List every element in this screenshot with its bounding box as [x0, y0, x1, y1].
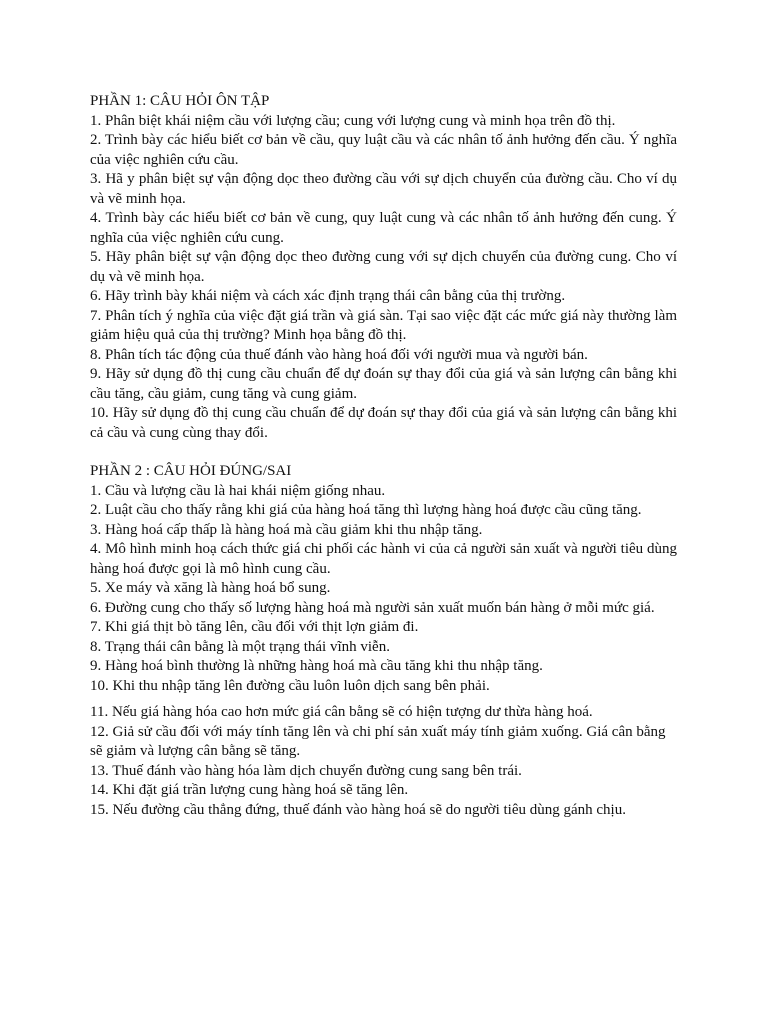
part2-item-12-line-1: 12. Giả sử cầu đối với máy tính tăng lên và chi phí sản xuất máy tính giảm xuống. Giá cân bằng [90, 723, 666, 740]
document-page [90, 92, 677, 820]
part1-item-5: 5. Hãy phân biệt sự vận động dọc theo đường cung với sự dịch chuyển của đường cung. Cho ví dụ và vẽ minh họa. [90, 249, 677, 285]
part1-item-2: 2. Trình bày các hiểu biết cơ bản về cầu, quy luật cầu và các nhân tố ảnh hưởng đến cầu. Ý nghĩa của việc nghiên cứu cầu. [90, 132, 677, 168]
part1-item-3: 3. Hã y phân biệt sự vận động dọc theo đường cầu với sự dịch chuyển của đường cầu. Cho ví dụ và vẽ minh họa. [90, 171, 677, 207]
section-spacer [90, 443, 677, 462]
part2-item-8: 8. Trạng thái cân bằng là một trạng thái vĩnh viễn. [90, 638, 390, 655]
part2-item-7: 7. Khi giá thịt bò tăng lên, cầu đối với thịt lợn giảm đi. [90, 619, 419, 635]
paragraph-spacer [90, 696, 677, 703]
part1-item-6: 6. Hãy trình bày khái niệm và cách xác định trạng thái cân bằng của thị trường. [90, 288, 566, 304]
part2-item-15: 15. Nếu đường cầu thẳng đứng, thuế đánh vào hàng hoá sẽ do người tiêu dùng gánh chịu. [90, 801, 626, 818]
part2-item-2: 2. Luật cầu cho thấy rằng khi giá của hàng hoá tăng thì lượng hàng hoá được cầu cũng tăng. [90, 502, 642, 518]
part1-item-9: 9. Hãy sử dụng đồ thị cung cầu chuẩn để dự đoán sự thay đổi của giá và sản lượng cân bằng khi cầu tăng, cầu giảm, cung tăng và cung giảm. [90, 366, 677, 402]
part1-item-1: 1. Phân biệt khái niệm cầu với lượng cầu; cung với lượng cung và minh họa trên đồ thị. [90, 112, 616, 129]
part2-item-10: 10. Khi thu nhập tăng lên đường cầu luôn luôn dịch sang bên phải. [90, 677, 490, 694]
part2-item-14: 14. Khi đặt giá trần lượng cung hàng hoá sẽ tăng lên. [90, 782, 409, 798]
part2-item-13: 13. Thuế đánh vào hàng hóa làm dịch chuyển đường cung sang bên trái. [90, 762, 522, 779]
part2-item-12-line-2: sẽ giảm và lượng cân bằng sẽ tăng. [90, 743, 301, 759]
part2-item-9: 9. Hàng hoá bình thường là những hàng hoá mà cầu tăng khi thu nhập tăng. [90, 658, 543, 674]
part1-item-7: 7. Phân tích ý nghĩa của việc đặt giá trần và giá sàn. Tại sao việc đặt các mức giá này thường làm giảm hiệu quả của thị trường? Minh họa bằng đồ thị. [90, 307, 677, 343]
part2-item-3: 3. Hàng hoá cấp thấp là hàng hoá mà cầu giảm khi thu nhập tăng. [90, 521, 483, 538]
part1-item-4: 4. Trình bày các hiểu biết cơ bản về cung, quy luật cung và các nhân tố ảnh hưởng đến cung. Ý nghĩa của việc nghiên cứu cung. [90, 210, 677, 246]
part1-heading: PHẦN 1: CÂU HỎI ÔN TẬP [90, 93, 270, 109]
part2-heading: PHẦN 2 : CÂU HỎI ĐÚNG/SAI [90, 463, 292, 479]
part2-item-6: 6. Đường cung cho thấy số lượng hàng hoá mà người sản xuất muốn bán hàng ở mỗi mức giá. [90, 599, 655, 616]
part1-item-8: 8. Phân tích tác động của thuế đánh vào hàng hoá đối với người mua và người bán. [90, 346, 588, 363]
part2-item-1: 1. Cầu và lượng cầu là hai khái niệm giống nhau. [90, 482, 386, 499]
part1-item-10: 10. Hãy sử dụng đồ thị cung cầu chuẩn để dự đoán sự thay đổi của giá và sản lượng cân bằng khi cả cầu và cung cùng thay đổi. [90, 405, 677, 441]
part2-item-4: 4. Mô hình minh hoạ cách thức giá chi phối các hành vi của cả người sản xuất và người tiêu dùng hàng hoá được gọi là mô hình cung cầu. [90, 541, 677, 577]
part2-item-11: 11. Nếu giá hàng hóa cao hơn mức giá cân bằng sẽ có hiện tượng dư thừa hàng hoá. [90, 704, 593, 720]
part2-item-5: 5. Xe máy và xăng là hàng hoá bổ sung. [90, 580, 331, 596]
